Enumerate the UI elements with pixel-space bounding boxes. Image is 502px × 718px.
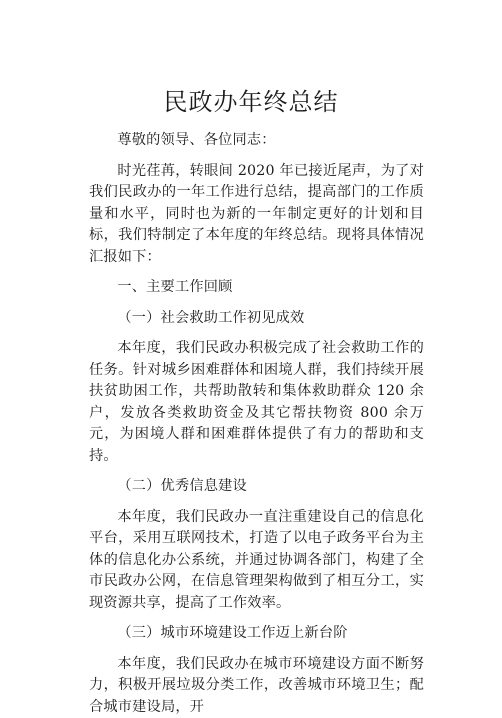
paragraph-information: 本年度，我们民政办一直注重建设自己的信息化平台，采用互联网技术，打造了以电子政务平台为主体的信息化办公系统，并通过协调各部门，构建了全市民政办公网，在信息管理架构做到了相互分工，实现资源共享，提高了工作效率。 bbox=[89, 507, 424, 615]
document-body bbox=[89, 130, 424, 718]
salutation: 尊敬的领导、各位同志： bbox=[89, 130, 424, 152]
section-heading-review: 一、主要工作回顾 bbox=[89, 277, 424, 299]
paragraph-urban-environment: 本年度，我们民政办在城市环境建设方面不断努力，积极开展垃圾分类工作，改善城市环境卫生；配合城市建设局，开 bbox=[89, 654, 424, 718]
subsection-heading-information: （二）优秀信息建设 bbox=[89, 476, 424, 498]
subsection-heading-social-relief: （一）社会救助工作初见成效 bbox=[89, 308, 424, 330]
subsection-heading-urban-environment: （三）城市环境建设工作迈上新台阶 bbox=[89, 623, 424, 645]
intro-paragraph: 时光荏苒，转眼间 2020 年已接近尾声，为了对我们民政办的一年工作进行总结，提高部门的工作质量和水平，同时也为新的一年制定更好的计划和目标，我们特制定了本年度的年终总结。现将具体情况汇报如下： bbox=[89, 161, 424, 269]
document-title: 民政办年终总结 bbox=[0, 86, 502, 118]
paragraph-social-relief: 本年度，我们民政办积极完成了社会救助工作的任务。针对城乡困难群体和困境人群，我们持续开展扶贫助困工作，共帮助散转和集体救助群众 120 余户，发放各类救助资金及其它帮扶物资 800 余万元，为困境人群和困难群体提供了有力的帮助和支持。 bbox=[89, 338, 424, 467]
